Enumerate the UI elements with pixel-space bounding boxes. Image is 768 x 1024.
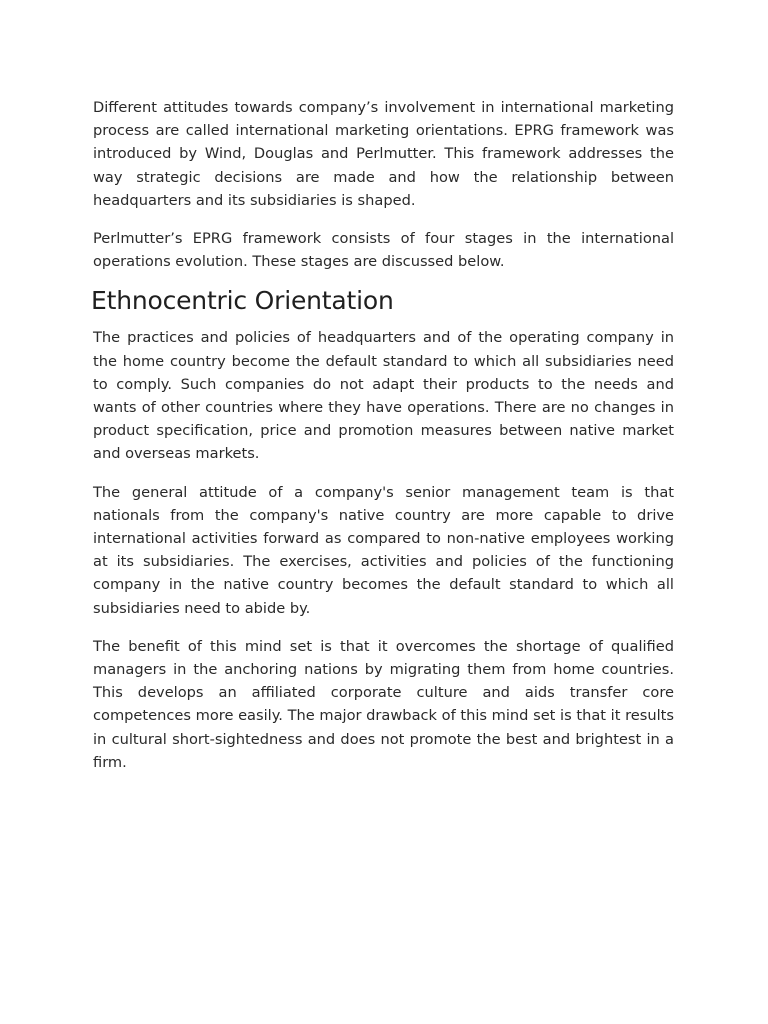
section-paragraph-1: The practices and policies of headquarters and of the operating company in the home country become the default standard to which all subsidiaries need to comply. Such companies do not adapt their products to the needs and wants of other countries where they have operations. There are no changes in product specification, price and promotion measures between native market and overseas markets. — [93, 329, 674, 463]
section-heading: Ethnocentric Orientation — [91, 286, 394, 316]
section-paragraph-2: The general attitude of a company's senior management team is that nationals from the company's native country are more capable to drive international activities forward as compared to non-native employees working at its subsidiaries. The exercises, activities and policies of the functioning company in the native country becomes the default standard to which all subsidiaries need to abide by. — [93, 483, 674, 617]
intro-paragraph-2: Perlmutter’s EPRG framework consists of four stages in the international operations evolution. These stages are discussed below. — [93, 230, 674, 271]
intro-paragraph-1: Different attitudes towards company’s involvement in international marketing process are called international marketing orientations. EPRG framework was introduced by Wind, Douglas and Perlmutter. This framework addresses the way strategic decisions are made and how the relationship between headquarters and its subsidiaries is shaped. — [93, 99, 674, 209]
document-page — [93, 96, 674, 774]
section-paragraph-3: The benefit of this mind set is that it overcomes the shortage of qualified managers in the anchoring nations by migrating them from home countries. This develops an affiliated corporate culture and aids transfer core competences more easily. The major drawback of this mind set is that it results in cultural short-sightedness and does not promote the best and brightest in a firm. — [93, 637, 674, 771]
